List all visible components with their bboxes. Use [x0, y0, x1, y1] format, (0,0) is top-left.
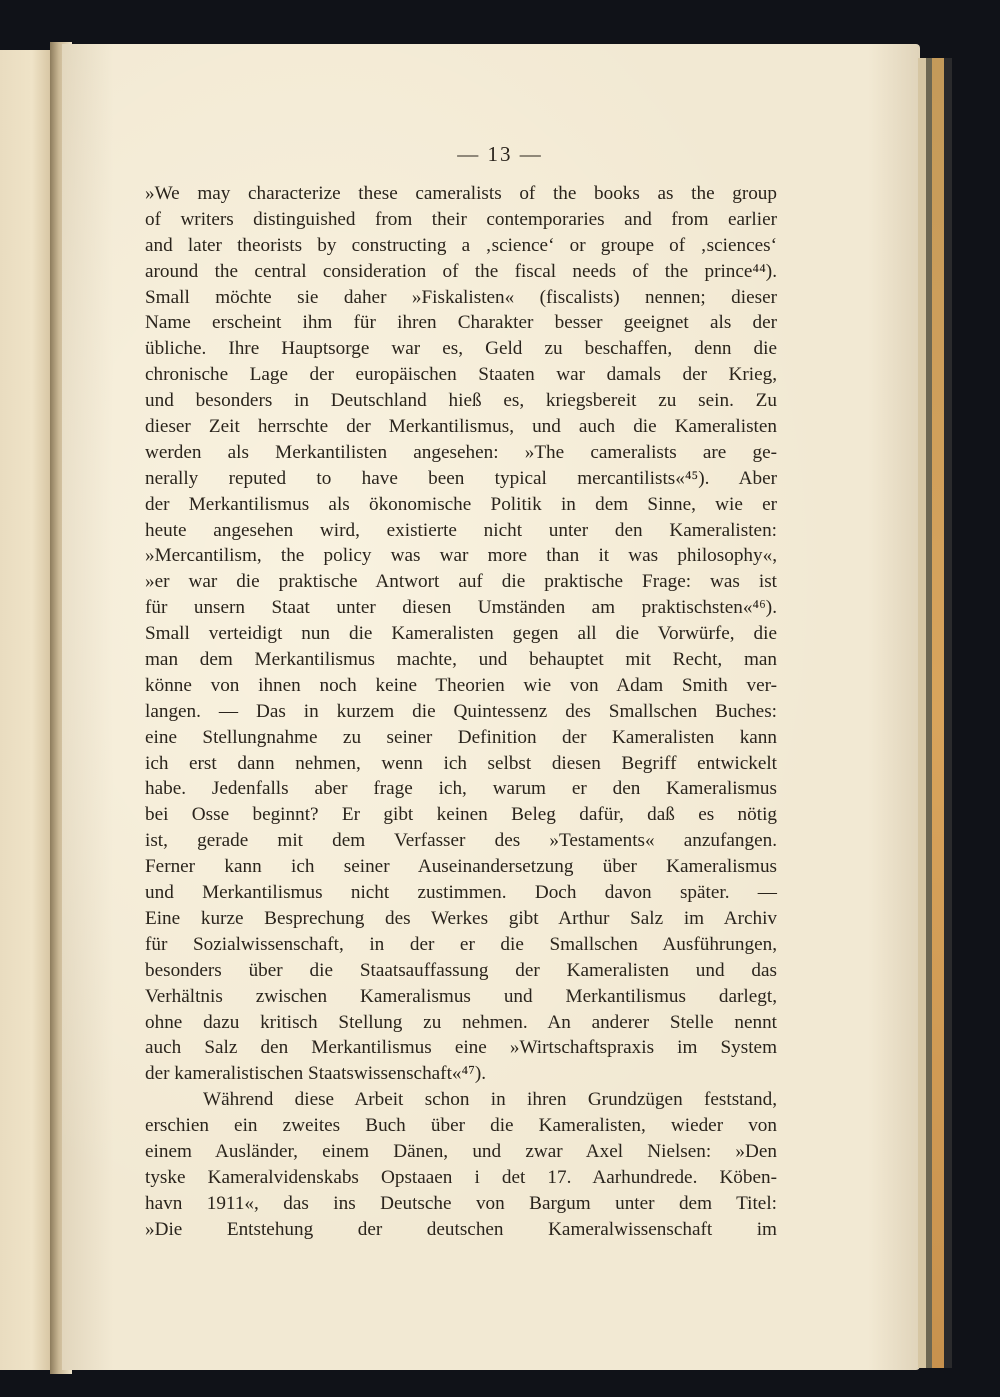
text-line: erschien ein zweites Buch über die Kameralisten, wieder von: [145, 1115, 777, 1137]
text-line: chronische Lage der europäischen Staaten war damals der Krieg,: [145, 364, 777, 386]
text-line: ich erst dann nehmen, wenn ich selbst diesen Begriff entwickelt: [145, 752, 777, 774]
page-stack-edge: [918, 58, 926, 1368]
book-cover-edge: [932, 58, 944, 1368]
text-line: und Merkantilismus nicht zustimmen. Doch davon später. —: [145, 882, 777, 904]
text-line: tyske Kameralvidenskabs Opstaaen i det 17. Aarhundrede. Köben-: [145, 1166, 777, 1188]
text-line: »Die Entstehung der deutschen Kameralwissenschaft im: [145, 1218, 777, 1240]
text-line: nerally reputed to have been typical mercantilists«⁴⁵). Aber: [145, 467, 777, 489]
text-line: »Mercantilism, the policy was war more than it was philosophy«,: [145, 545, 777, 567]
text-line: heute angesehen wird, existierte nicht unter den Kameralisten:: [145, 519, 777, 541]
text-line: of writers distinguished from their contemporaries and from earlier: [145, 208, 777, 230]
text-line: habe. Jedenfalls aber frage ich, warum er den Kameralismus: [145, 778, 777, 800]
body-text: [145, 181, 777, 1243]
text-line: der kameralistischen Staatswissenschaft«⁴⁷).: [145, 1063, 487, 1085]
text-line: havn 1911«, das ins Deutsche von Bargum unter dem Titel:: [145, 1192, 777, 1214]
text-line: langen. — Das in kurzem die Quintessenz des Smallschen Buches:: [145, 700, 777, 722]
text-line: »er war die praktische Antwort auf die praktische Frage: was ist: [145, 571, 777, 593]
text-line: eine Stellungnahme zu seiner Definition der Kameralisten kann: [145, 726, 777, 748]
text-line: Während diese Arbeit schon in ihren Grundzügen feststand,: [203, 1089, 777, 1111]
text-line: ohne dazu kritisch Stellung zu nehmen. An anderer Stelle nennt: [145, 1011, 777, 1033]
text-line: einem Ausländer, einem Dänen, und zwar Axel Nielsen: »Den: [145, 1140, 777, 1162]
text-line: Small möchte sie daher »Fiskalisten« (fiscalists) nennen; dieser: [145, 286, 777, 308]
text-line: könne von ihnen noch keine Theorien wie von Adam Smith ver-: [145, 674, 777, 696]
text-line: Ferner kann ich seiner Auseinandersetzung über Kameralismus: [145, 856, 777, 878]
text-line: Small verteidigt nun die Kameralisten gegen all die Vorwürfe, die: [145, 623, 777, 645]
text-line: werden als Merkantilisten angesehen: »The cameralists are ge-: [145, 441, 777, 463]
text-line: übliche. Ihre Hauptsorge war es, Geld zu beschaffen, denn die: [145, 338, 777, 360]
text-line: man dem Merkantilismus machte, und behauptet mit Recht, man: [145, 649, 777, 671]
book-cover-back: [944, 58, 952, 1368]
text-line: bei Osse beginnt? Er gibt keinen Beleg dafür, daß es nötig: [145, 804, 777, 826]
text-line: für Sozialwissenschaft, in der er die Smallschen Ausführungen,: [145, 933, 777, 955]
text-line: and later theorists by constructing a ‚science‘ or groupe of ‚sciences‘: [145, 234, 777, 256]
text-line: Verhältnis zwischen Kameralismus und Merkantilismus darlegt,: [145, 985, 777, 1007]
text-line: für unsern Staat unter diesen Umständen am praktischsten«⁴⁶).: [145, 597, 777, 619]
text-line: Eine kurze Besprechung des Werkes gibt Arthur Salz im Archiv: [145, 907, 777, 929]
text-line: besonders über die Staatsauffassung der Kameralisten und das: [145, 959, 777, 981]
text-line: »We may characterize these cameralists of the books as the group: [145, 183, 777, 204]
text-line: around the central consideration of the fiscal needs of the prince⁴⁴).: [145, 260, 777, 282]
page-number: — 13 —: [457, 142, 543, 166]
text-line: dieser Zeit herrschte der Merkantilismus, und auch die Kameralisten: [145, 416, 777, 438]
text-line: und besonders in Deutschland hieß es, kriegsbereit zu sein. Zu: [145, 390, 777, 412]
text-line: Name erscheint ihm für ihren Charakter besser geeignet als der: [145, 312, 777, 334]
text-line: der Merkantilismus als ökonomische Politik in dem Sinne, wie er: [145, 493, 777, 515]
text-line: auch Salz den Merkantilismus eine »Wirtschaftspraxis im System: [145, 1037, 777, 1059]
text-line: ist, gerade mit dem Verfasser des »Testaments« anzufangen.: [145, 830, 777, 852]
